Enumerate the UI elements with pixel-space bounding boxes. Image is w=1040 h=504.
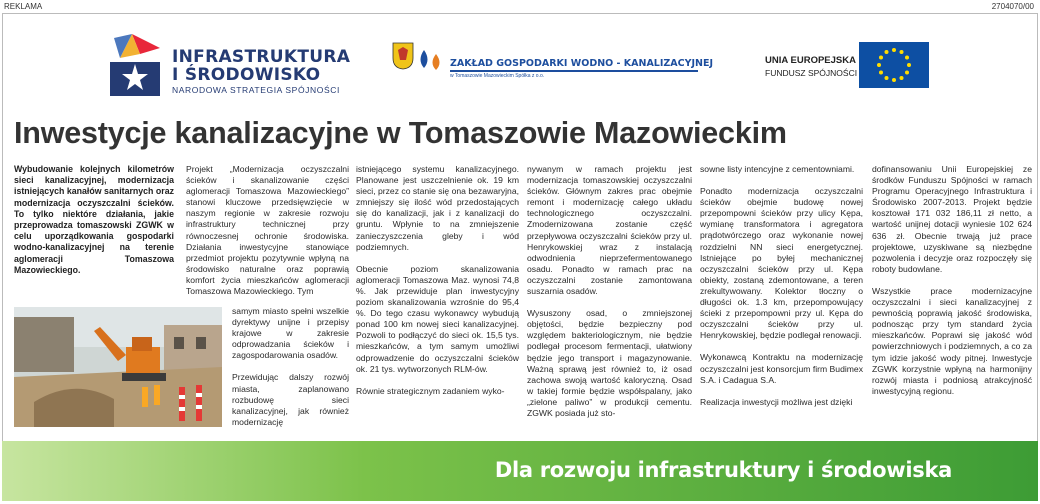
paragraph: Wszystkie prace modernizacyjne oczyszczalni i sieci kanalizacyjnej z pewnością poprawią jakość środowiska, podnosząc przy tym standard życia mieszkańców. Poprawi się jakość wód powierzchniowych i podziemnych, a co za tym idzie jakość wody pitnej. Inwestycje ZGWK korzystnie wpłyną na harmonijny rozwój miasta i podniosą atrakcyjność inwestycyjną regionu. — [872, 285, 1032, 396]
paragraph: Równie strategicznym zadaniem wyko- — [356, 385, 505, 396]
zgwk-name: ZAKŁAD GOSPODARKI WODNO - KANALIZACYJNEJ — [450, 58, 713, 69]
zgwk-subtext: w Tomaszowie Mazowieckim Spółka z o.o. — [450, 73, 545, 79]
footer-slogan: Dla rozwoju infrastruktury i środowiska — [494, 458, 952, 482]
infrastruktura-logo — [110, 28, 351, 100]
paragraph: Projekt „Modernizacja oczyszczalni ścieków i skanalizowanie części aglomeracji Tomaszowa Mazowieckiego” stanowi kluczowe przedsięwzięcie w naszym regionie w zakresie rozwoju infrastruktury technicznej przy równoczesnej ochronie środowiska. Działania inwestycyjne stanowiące przedmiot projektu pozytywnie wpłyną na środowisko naturalne oraz poprawią komfort życia mieszkańców aglomeracji Tomaszowa Mazowieckiego. Tym — [186, 164, 349, 297]
zgwk-logo — [392, 42, 712, 78]
paragraph: dofinansowaniu Unii Europejskiej ze środków Funduszu Spójności w ramach Programu Operacyjnego Infrastruktura i Środowisko 2007-2013. Projekt będzie kosztował 171 032 186,11 zł netto, a wartość unijnej dotacji wyniesie 102 624 636 zł. Obecnie trwają już prace projektowe, uzyskiwane są niezbędne pozwolenia i decyzje oraz rozpoczęły się roboty budowlane. — [872, 164, 1032, 274]
article-lead: Wybudowanie kolejnych kilometrów sieci kanalizacyjnej, modernizacja istniejących kanałów sanitarnych oraz modernizacja oczyszczalni ścieków. To tylko niektóre działania, jakie przeprowadza tomaszowski ZGWK w celu uporządkowania gospodarki wodno-kanalizacyjnej na terenie aglomeracji Tomaszowa Mazowieckiego. — [14, 164, 174, 275]
article-title: Inwestycje kanalizacyjne w Tomaszowie Mazowieckim — [14, 116, 787, 150]
nss-star-icon — [110, 28, 166, 100]
paragraph: Wysuszony osad, o zmniejszonej objętości, będzie bezpieczny pod względem bakteriologicznym, nie będzie podlegał procesom fermentacji, ułatwiony będzie jego transport i magazynowanie. Ważną sprawą jest również to, iż osad zachowa swoją wartość kaloryczną. Osad w takiej formie będzie współspalany, jako „zielone paliwo” w produkcji cementu. ZGWK posiada już sto- — [527, 308, 692, 418]
eu-fund: FUNDUSZ SPÓJNOŚCI — [765, 68, 858, 78]
article-column-1 — [186, 164, 349, 308]
infrastruktura-subtitle: NARODOWA STRATEGIA SPÓJNOŚCI — [172, 85, 340, 95]
footer-band — [2, 441, 1038, 501]
construction-photo — [14, 307, 222, 427]
paragraph: sowne listy intencyjne z cementowniami. — [700, 164, 855, 174]
paragraph: nywanym w ramach projektu jest modernizacja tomaszowskiej oczyszczalni ścieków. Głównym zakres prac obejmie remont i modernizację całego układu technologicznego oczyszczalni. Zmodernizowana zostanie część przepływowa oczyszczalni ścieków przy ul. Henrykowskiej wraz z instalacją odwodnienia nieprzefermentowanego osadu. Ponadto w ramach prac na oczyszczalni zostanie zamontowana suszarnia osadów. — [527, 164, 692, 297]
water-drops-icon — [416, 48, 446, 72]
eu-logo — [760, 42, 930, 88]
infrastruktura-title: INFRASTRUKTURA I ŚRODOWISKO — [172, 47, 351, 85]
zgwk-underline — [450, 70, 698, 72]
top-bar — [0, 0, 1040, 12]
paragraph: Obecnie poziom skanalizowania aglomeracji Tomaszowa Maz. wynosi 74,8 %. Jak przewiduje plan inwestycyjny poziom skanalizowania wzrośnie do 95,4 %. Do tego czasu wykonawcy wybudują ponad 100 km nowej sieci kanalizacyjnej. Pozwoli to podłączyć do sieci ok. 15,5 tys. mieszkańców, a tym samym umożliwi odprowadzenie do oczyszczalni ścieków ok. 21 tys. wytworzonych RLM-ów. — [356, 263, 519, 374]
article-column-1b — [232, 306, 349, 439]
paragraph: Przewidując dalszy rozwój miasta, zaplanowano rozbudowę sieci kanalizacyjnej, jak również modernizację — [232, 372, 349, 427]
article-column-5 — [872, 164, 1032, 408]
eu-title: UNIA EUROPEJSKA — [765, 55, 856, 66]
article-column-2 — [356, 164, 519, 408]
article-column-3 — [527, 164, 692, 430]
paragraph: istniejącego systemu kanalizacyjnego. Planowane jest uszczelnienie ok. 19 km sieci, przez co stanie się ona bezawaryjna, zmniejszy się ilość wód przedostających się do kanalizacji, jak i z kanalizacji do gruntu. Wpłynie to na zmniejszenie zanieczyszczenia gleby i wód podziemnych. — [356, 164, 519, 252]
reklama-label: REKLAMA — [4, 2, 43, 11]
coat-of-arms-icon — [392, 42, 414, 70]
paragraph: Wykonawcą Kontraktu na modernizację oczyszczalni jest konsorcjum firm Budimex S.A. i Cadagua S.A. — [700, 352, 863, 385]
article-column-4 — [700, 164, 863, 419]
paragraph: Realizacja inwestycji możliwa jest dzięki — [700, 396, 853, 407]
paragraph: samym miasto spełni wszelkie dyrektywy unijne i przepisy krajowe w zakresie odprowadzania ścieków i zagospodarowania osadów. — [232, 306, 349, 361]
eu-flag-icon — [859, 42, 929, 88]
paragraph: Ponadto modernizacja oczyszczalni ścieków obejmie budowę nowej przepompowni ścieków przy ulicy Kępa, wymianę transformatora i agregatora prądotwórczego oraz wykonanie nowej rozdzielni NN sieci energetycznej. Istniejące po byłej mechanicznej oczyszczalni ścieków przy ul. Kępa obiekty, zostaną zdemontowane, a teren zrekultywowany. Kolektor tłoczny o długości ok. 1.3 km, przepompowujący ścieki z przepompowni przy ul. Kępa do oczyszczalni ścieków przy ul. Henrykowskiej, będzie podlegał renowacji. — [700, 186, 863, 341]
ad-code: 2704070/00 — [991, 2, 1034, 11]
